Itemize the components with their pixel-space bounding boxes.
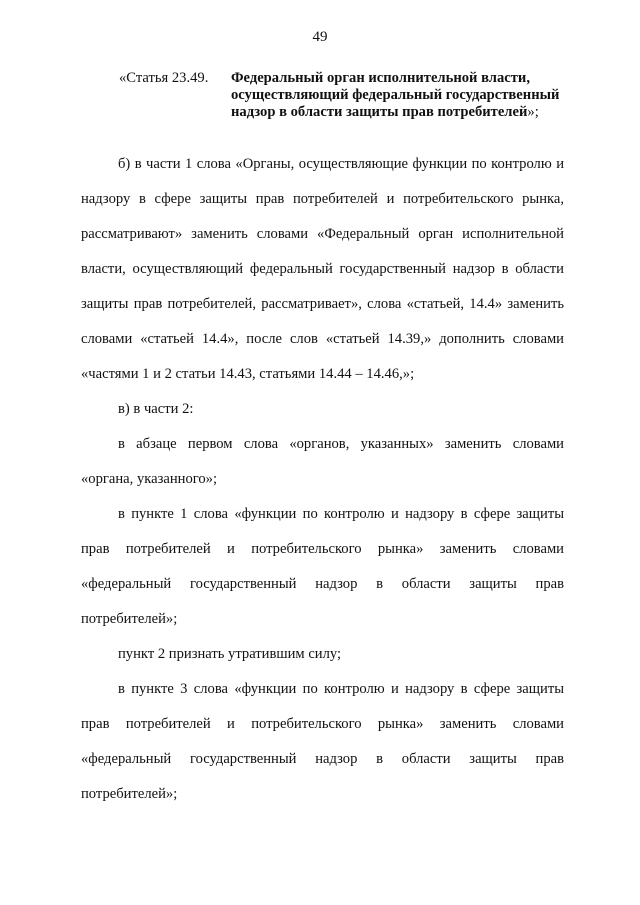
- article-title-text: Федеральный орган исполнительной власти, осуществляющий федеральный государственный надзор в области защиты прав потребителей: [231, 70, 560, 120]
- paragraph-item-1: в пункте 1 слова «функции по контролю и надзору в сфере защиты прав потребителей и потребительского рынка» заменить словами «федеральный государственный надзор в области защиты прав потребителей»;: [81, 506, 564, 627]
- paragraph-b: б) в части 1 слова «Органы, осуществляющие функции по контролю и надзору в сфере защиты прав потребителей и потребительского рынка, рассматривают» заменить словами «Федеральный орган исполнительной власти, осуществляющий федеральный государственный надзор в области защиты прав потребителей, рассматривает», слова «статьей, 14.4» заменить словами «статьей 14.4», после слов «статьей 14.39,» дополнить словами «частями 1 и 2 статьи 14.43, статьями 14.44 – 14.46,»;: [81, 156, 564, 382]
- paragraph-item-2: пункт 2 признать утратившим силу;: [118, 646, 342, 662]
- paragraph-v: в) в части 2:: [118, 401, 194, 417]
- page-number: 49: [312, 29, 328, 45]
- document-body: [81, 147, 564, 812]
- article-label: «Статья 23.49.: [119, 70, 209, 86]
- article-title: [231, 70, 571, 121]
- article-title-tail: »;: [527, 104, 539, 120]
- paragraph-item-3: в пункте 3 слова «функции по контролю и надзору в сфере защиты прав потребителей и потребительского рынка» заменить словами «федеральный государственный надзор в области защиты прав потребителей»;: [81, 681, 564, 802]
- paragraph-first-abzac: в абзаце первом слова «органов, указанных» заменить словами «органа, указанного»;: [81, 436, 564, 487]
